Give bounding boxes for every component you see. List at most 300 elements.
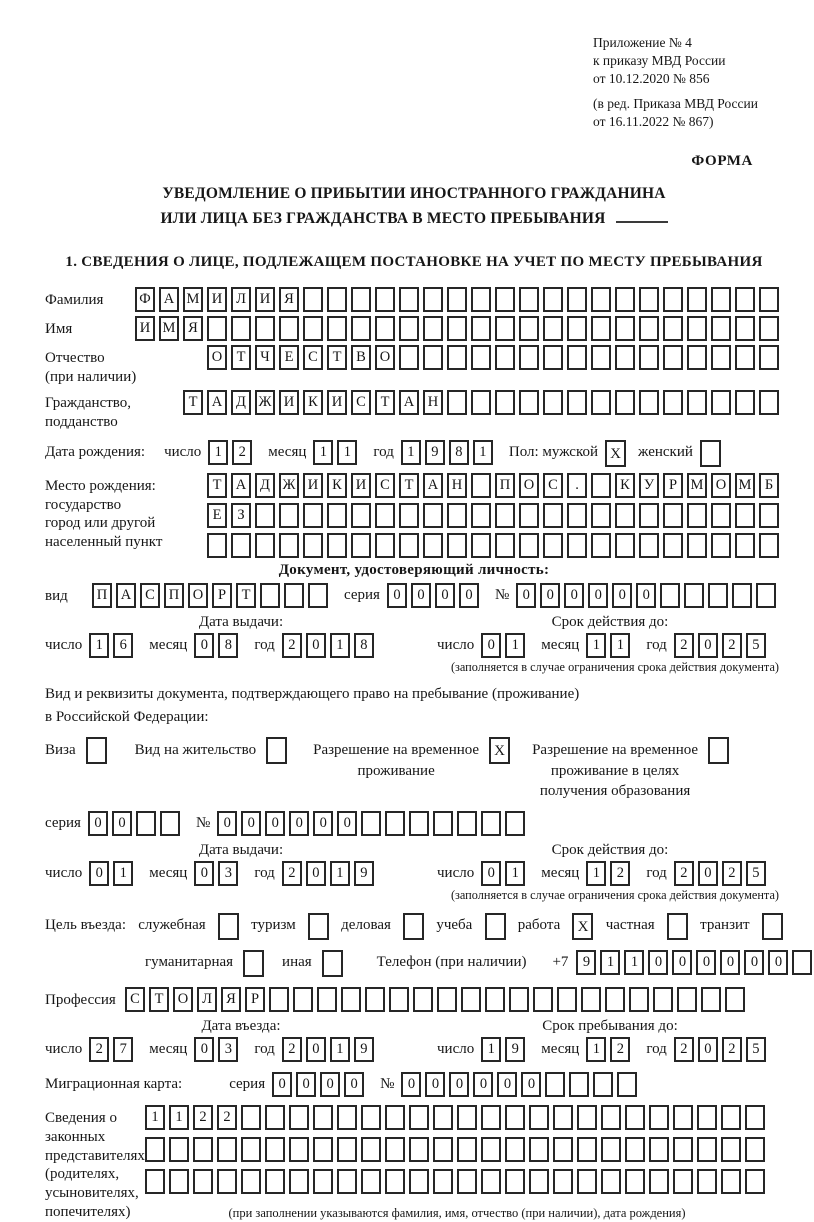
form-cell[interactable] <box>351 316 371 341</box>
form-cell[interactable] <box>433 1137 453 1162</box>
form-cell[interactable] <box>457 811 477 836</box>
form-cell[interactable]: О <box>188 583 208 608</box>
form-cell[interactable] <box>543 345 563 370</box>
form-cell[interactable] <box>231 533 251 558</box>
form-cell[interactable] <box>265 1169 285 1194</box>
purpose-private-checkbox[interactable] <box>667 913 688 940</box>
sex-male-checkbox[interactable]: X <box>605 440 626 467</box>
form-cell[interactable]: 8 <box>449 440 469 465</box>
form-cell[interactable]: 0 <box>241 811 261 836</box>
form-cell[interactable] <box>663 390 683 415</box>
form-cell[interactable] <box>577 1137 597 1162</box>
form-cell[interactable]: 1 <box>481 1037 501 1062</box>
form-cell[interactable]: 0 <box>481 633 501 658</box>
form-cell[interactable] <box>495 345 515 370</box>
form-cell[interactable] <box>567 390 587 415</box>
form-cell[interactable] <box>207 533 227 558</box>
form-cell[interactable] <box>457 1169 477 1194</box>
form-cell[interactable] <box>663 533 683 558</box>
form-cell[interactable]: 0 <box>425 1072 445 1097</box>
form-cell[interactable] <box>289 1105 309 1130</box>
form-cell[interactable] <box>543 503 563 528</box>
form-cell[interactable]: Я <box>221 987 241 1012</box>
form-cell[interactable]: 1 <box>330 1037 350 1062</box>
form-cell[interactable] <box>241 1105 261 1130</box>
form-cell[interactable] <box>756 583 776 608</box>
form-cell[interactable]: Л <box>231 287 251 312</box>
form-cell[interactable] <box>385 1169 405 1194</box>
form-cell[interactable] <box>687 390 707 415</box>
form-cell[interactable] <box>591 473 611 498</box>
form-cell[interactable]: С <box>351 390 371 415</box>
form-cell[interactable]: К <box>615 473 635 498</box>
form-cell[interactable] <box>711 287 731 312</box>
form-cell[interactable]: С <box>125 987 145 1012</box>
form-cell[interactable]: 2 <box>722 633 742 658</box>
form-cell[interactable] <box>553 1105 573 1130</box>
form-cell[interactable]: 0 <box>194 633 214 658</box>
form-cell[interactable] <box>241 1137 261 1162</box>
form-cell[interactable] <box>385 1105 405 1130</box>
form-cell[interactable]: М <box>687 473 707 498</box>
form-cell[interactable] <box>615 390 635 415</box>
form-cell[interactable] <box>399 287 419 312</box>
form-cell[interactable]: А <box>399 390 419 415</box>
form-cell[interactable]: Н <box>447 473 467 498</box>
form-cell[interactable]: 0 <box>564 583 584 608</box>
form-cell[interactable] <box>269 987 289 1012</box>
form-cell[interactable] <box>735 390 755 415</box>
form-cell[interactable] <box>303 287 323 312</box>
form-cell[interactable] <box>687 316 707 341</box>
form-cell[interactable] <box>625 1137 645 1162</box>
form-cell[interactable]: 2 <box>89 1037 109 1062</box>
form-cell[interactable] <box>615 533 635 558</box>
form-cell[interactable] <box>735 533 755 558</box>
form-cell[interactable]: Я <box>279 287 299 312</box>
form-cell[interactable] <box>519 503 539 528</box>
form-cell[interactable]: 2 <box>722 861 742 886</box>
form-cell[interactable]: 0 <box>612 583 632 608</box>
temporary-residence-checkbox[interactable]: X <box>489 737 510 764</box>
form-cell[interactable] <box>593 1072 613 1097</box>
form-cell[interactable]: 9 <box>354 1037 374 1062</box>
form-cell[interactable] <box>485 987 505 1012</box>
purpose-work-checkbox[interactable]: X <box>572 913 593 940</box>
form-cell[interactable] <box>711 533 731 558</box>
form-cell[interactable] <box>471 345 491 370</box>
form-cell[interactable] <box>255 503 275 528</box>
form-cell[interactable] <box>217 1169 237 1194</box>
form-cell[interactable]: 9 <box>505 1037 525 1062</box>
form-cell[interactable]: 1 <box>473 440 493 465</box>
form-cell[interactable]: 7 <box>113 1037 133 1062</box>
form-cell[interactable]: С <box>140 583 160 608</box>
form-cell[interactable] <box>615 316 635 341</box>
form-cell[interactable] <box>649 1169 669 1194</box>
form-cell[interactable] <box>745 1169 765 1194</box>
form-cell[interactable] <box>567 533 587 558</box>
form-cell[interactable] <box>519 533 539 558</box>
form-cell[interactable] <box>365 987 385 1012</box>
form-cell[interactable]: 1 <box>600 950 620 975</box>
form-cell[interactable] <box>529 1169 549 1194</box>
temporary-residence-education-checkbox[interactable] <box>708 737 729 764</box>
form-cell[interactable]: 0 <box>306 1037 326 1062</box>
form-cell[interactable] <box>385 1137 405 1162</box>
form-cell[interactable] <box>341 987 361 1012</box>
form-cell[interactable] <box>677 987 697 1012</box>
form-cell[interactable] <box>471 287 491 312</box>
form-cell[interactable]: 1 <box>401 440 421 465</box>
form-cell[interactable] <box>433 1105 453 1130</box>
form-cell[interactable] <box>721 1105 741 1130</box>
form-cell[interactable] <box>351 503 371 528</box>
form-cell[interactable] <box>457 1137 477 1162</box>
form-cell[interactable]: О <box>711 473 731 498</box>
form-cell[interactable] <box>399 533 419 558</box>
form-cell[interactable]: 0 <box>516 583 536 608</box>
form-cell[interactable] <box>375 533 395 558</box>
form-cell[interactable] <box>471 473 491 498</box>
form-cell[interactable] <box>629 987 649 1012</box>
form-cell[interactable]: О <box>173 987 193 1012</box>
form-cell[interactable]: 2 <box>282 861 302 886</box>
form-cell[interactable] <box>361 811 381 836</box>
form-cell[interactable]: 0 <box>306 861 326 886</box>
form-cell[interactable] <box>145 1169 165 1194</box>
form-cell[interactable] <box>145 1137 165 1162</box>
form-cell[interactable] <box>136 811 156 836</box>
form-cell[interactable]: Е <box>279 345 299 370</box>
form-cell[interactable]: А <box>423 473 443 498</box>
form-cell[interactable]: 1 <box>145 1105 165 1130</box>
form-cell[interactable] <box>327 316 347 341</box>
form-cell[interactable] <box>447 287 467 312</box>
form-cell[interactable] <box>569 1072 589 1097</box>
form-cell[interactable] <box>519 287 539 312</box>
form-cell[interactable] <box>505 1105 525 1130</box>
form-cell[interactable]: С <box>303 345 323 370</box>
form-cell[interactable]: 2 <box>722 1037 742 1062</box>
form-cell[interactable] <box>447 316 467 341</box>
form-cell[interactable]: Н <box>423 390 443 415</box>
form-cell[interactable] <box>711 390 731 415</box>
form-cell[interactable]: 0 <box>720 950 740 975</box>
form-cell[interactable]: А <box>207 390 227 415</box>
form-cell[interactable] <box>697 1105 717 1130</box>
form-cell[interactable]: 2 <box>232 440 252 465</box>
form-cell[interactable]: М <box>183 287 203 312</box>
form-cell[interactable] <box>375 287 395 312</box>
form-cell[interactable] <box>289 1169 309 1194</box>
form-cell[interactable] <box>601 1137 621 1162</box>
form-cell[interactable]: 0 <box>481 861 501 886</box>
form-cell[interactable] <box>231 316 251 341</box>
form-cell[interactable]: 5 <box>746 1037 766 1062</box>
form-cell[interactable] <box>471 533 491 558</box>
form-cell[interactable] <box>481 1169 501 1194</box>
form-cell[interactable] <box>207 316 227 341</box>
form-cell[interactable] <box>293 987 313 1012</box>
form-cell[interactable]: 0 <box>88 811 108 836</box>
form-cell[interactable] <box>505 1169 525 1194</box>
form-cell[interactable]: 0 <box>320 1072 340 1097</box>
form-cell[interactable]: Т <box>375 390 395 415</box>
form-cell[interactable]: 6 <box>113 633 133 658</box>
form-cell[interactable] <box>639 503 659 528</box>
form-cell[interactable]: М <box>159 316 179 341</box>
form-cell[interactable] <box>581 987 601 1012</box>
form-cell[interactable] <box>495 533 515 558</box>
form-cell[interactable] <box>279 533 299 558</box>
form-cell[interactable]: 2 <box>610 1037 630 1062</box>
form-cell[interactable]: Ж <box>279 473 299 498</box>
purpose-other-checkbox[interactable] <box>322 950 343 977</box>
form-cell[interactable] <box>660 583 680 608</box>
form-cell[interactable] <box>409 1105 429 1130</box>
form-cell[interactable] <box>591 533 611 558</box>
form-cell[interactable]: 5 <box>746 861 766 886</box>
form-cell[interactable] <box>721 1137 741 1162</box>
form-cell[interactable] <box>409 811 429 836</box>
form-cell[interactable] <box>495 390 515 415</box>
form-cell[interactable] <box>160 811 180 836</box>
sex-female-checkbox[interactable] <box>700 440 721 467</box>
form-cell[interactable] <box>759 287 779 312</box>
form-cell[interactable] <box>351 287 371 312</box>
form-cell[interactable]: Я <box>183 316 203 341</box>
form-cell[interactable]: Л <box>197 987 217 1012</box>
purpose-business-checkbox[interactable] <box>403 913 424 940</box>
form-cell[interactable]: 0 <box>497 1072 517 1097</box>
form-cell[interactable] <box>279 316 299 341</box>
form-cell[interactable]: 1 <box>586 1037 606 1062</box>
form-cell[interactable] <box>447 390 467 415</box>
form-cell[interactable] <box>567 287 587 312</box>
residence-permit-checkbox[interactable] <box>266 737 287 764</box>
form-cell[interactable]: 1 <box>586 861 606 886</box>
form-cell[interactable]: 1 <box>505 633 525 658</box>
form-cell[interactable]: 1 <box>505 861 525 886</box>
form-cell[interactable] <box>639 287 659 312</box>
form-cell[interactable]: И <box>351 473 371 498</box>
form-cell[interactable] <box>543 316 563 341</box>
form-cell[interactable] <box>327 533 347 558</box>
form-cell[interactable]: П <box>495 473 515 498</box>
form-cell[interactable] <box>735 287 755 312</box>
form-cell[interactable] <box>519 345 539 370</box>
form-cell[interactable]: 1 <box>610 633 630 658</box>
form-cell[interactable] <box>505 811 525 836</box>
form-cell[interactable] <box>495 287 515 312</box>
form-cell[interactable] <box>543 390 563 415</box>
form-cell[interactable]: 9 <box>576 950 596 975</box>
form-cell[interactable]: 8 <box>218 633 238 658</box>
form-cell[interactable] <box>639 345 659 370</box>
form-cell[interactable] <box>649 1137 669 1162</box>
form-cell[interactable]: 3 <box>218 1037 238 1062</box>
form-cell[interactable]: П <box>92 583 112 608</box>
form-cell[interactable] <box>732 583 752 608</box>
form-cell[interactable]: 0 <box>401 1072 421 1097</box>
form-cell[interactable]: 1 <box>113 861 133 886</box>
form-cell[interactable] <box>663 316 683 341</box>
form-cell[interactable] <box>615 345 635 370</box>
form-cell[interactable]: 2 <box>217 1105 237 1130</box>
form-cell[interactable] <box>361 1169 381 1194</box>
form-cell[interactable] <box>591 287 611 312</box>
form-cell[interactable]: 8 <box>354 633 374 658</box>
form-cell[interactable]: И <box>135 316 155 341</box>
form-cell[interactable]: 2 <box>674 1037 694 1062</box>
form-cell[interactable] <box>745 1105 765 1130</box>
form-cell[interactable]: Е <box>207 503 227 528</box>
form-cell[interactable]: 0 <box>449 1072 469 1097</box>
form-cell[interactable]: И <box>327 390 347 415</box>
form-cell[interactable] <box>519 390 539 415</box>
form-cell[interactable] <box>545 1072 565 1097</box>
form-cell[interactable] <box>241 1169 261 1194</box>
form-cell[interactable]: 0 <box>112 811 132 836</box>
form-cell[interactable]: 0 <box>459 583 479 608</box>
form-cell[interactable] <box>193 1137 213 1162</box>
form-cell[interactable] <box>663 345 683 370</box>
form-cell[interactable] <box>327 503 347 528</box>
form-cell[interactable] <box>543 533 563 558</box>
form-cell[interactable]: О <box>375 345 395 370</box>
form-cell[interactable]: Д <box>231 390 251 415</box>
form-cell[interactable] <box>313 1105 333 1130</box>
form-cell[interactable]: 0 <box>344 1072 364 1097</box>
form-cell[interactable] <box>673 1169 693 1194</box>
form-cell[interactable]: 0 <box>648 950 668 975</box>
form-cell[interactable]: Р <box>245 987 265 1012</box>
form-cell[interactable] <box>495 503 515 528</box>
form-cell[interactable] <box>169 1137 189 1162</box>
form-cell[interactable]: 1 <box>89 633 109 658</box>
form-cell[interactable] <box>284 583 304 608</box>
form-cell[interactable] <box>577 1169 597 1194</box>
form-cell[interactable] <box>481 1137 501 1162</box>
form-cell[interactable]: Ч <box>255 345 275 370</box>
form-cell[interactable] <box>399 316 419 341</box>
form-cell[interactable] <box>701 987 721 1012</box>
form-cell[interactable] <box>735 316 755 341</box>
form-cell[interactable] <box>447 533 467 558</box>
form-cell[interactable] <box>265 1137 285 1162</box>
form-cell[interactable] <box>533 987 553 1012</box>
form-cell[interactable] <box>711 503 731 528</box>
form-cell[interactable] <box>745 1137 765 1162</box>
form-cell[interactable]: 0 <box>296 1072 316 1097</box>
form-cell[interactable]: А <box>116 583 136 608</box>
form-cell[interactable] <box>433 1169 453 1194</box>
form-cell[interactable] <box>639 316 659 341</box>
form-cell[interactable] <box>423 345 443 370</box>
form-cell[interactable] <box>471 503 491 528</box>
form-cell[interactable] <box>260 583 280 608</box>
form-cell[interactable] <box>711 345 731 370</box>
form-cell[interactable] <box>255 316 275 341</box>
purpose-study-checkbox[interactable] <box>485 913 506 940</box>
form-cell[interactable] <box>687 287 707 312</box>
form-cell[interactable] <box>673 1137 693 1162</box>
form-cell[interactable] <box>337 1105 357 1130</box>
form-cell[interactable]: 0 <box>217 811 237 836</box>
form-cell[interactable] <box>591 390 611 415</box>
form-cell[interactable] <box>385 811 405 836</box>
form-cell[interactable] <box>697 1137 717 1162</box>
form-cell[interactable] <box>529 1137 549 1162</box>
form-cell[interactable]: Т <box>207 473 227 498</box>
form-cell[interactable]: 0 <box>768 950 788 975</box>
form-cell[interactable] <box>423 287 443 312</box>
form-cell[interactable] <box>361 1137 381 1162</box>
form-cell[interactable]: М <box>735 473 755 498</box>
form-cell[interactable]: 0 <box>194 1037 214 1062</box>
form-cell[interactable]: К <box>303 390 323 415</box>
form-cell[interactable] <box>591 345 611 370</box>
form-cell[interactable] <box>481 811 501 836</box>
form-cell[interactable]: 0 <box>588 583 608 608</box>
form-cell[interactable]: 0 <box>698 861 718 886</box>
form-cell[interactable]: Б <box>759 473 779 498</box>
form-cell[interactable] <box>567 503 587 528</box>
form-cell[interactable] <box>663 503 683 528</box>
form-cell[interactable]: О <box>519 473 539 498</box>
form-cell[interactable]: Т <box>399 473 419 498</box>
form-cell[interactable] <box>673 1105 693 1130</box>
form-cell[interactable] <box>591 503 611 528</box>
form-cell[interactable] <box>217 1137 237 1162</box>
form-cell[interactable] <box>169 1169 189 1194</box>
form-cell[interactable] <box>687 345 707 370</box>
form-cell[interactable]: 0 <box>672 950 692 975</box>
form-cell[interactable] <box>423 533 443 558</box>
form-cell[interactable] <box>313 1137 333 1162</box>
form-cell[interactable]: П <box>164 583 184 608</box>
form-cell[interactable] <box>543 287 563 312</box>
form-cell[interactable] <box>409 1137 429 1162</box>
form-cell[interactable] <box>653 987 673 1012</box>
form-cell[interactable]: 0 <box>698 633 718 658</box>
form-cell[interactable]: З <box>231 503 251 528</box>
form-cell[interactable]: Р <box>212 583 232 608</box>
form-cell[interactable]: 0 <box>411 583 431 608</box>
form-cell[interactable]: 1 <box>586 633 606 658</box>
form-cell[interactable] <box>759 503 779 528</box>
form-cell[interactable]: 5 <box>746 633 766 658</box>
form-cell[interactable]: И <box>207 287 227 312</box>
purpose-official-checkbox[interactable] <box>218 913 239 940</box>
form-cell[interactable]: Т <box>236 583 256 608</box>
form-cell[interactable] <box>577 1105 597 1130</box>
form-cell[interactable]: К <box>327 473 347 498</box>
form-cell[interactable] <box>413 987 433 1012</box>
form-cell[interactable]: 2 <box>193 1105 213 1130</box>
form-cell[interactable] <box>601 1169 621 1194</box>
form-cell[interactable] <box>308 583 328 608</box>
form-cell[interactable]: Р <box>663 473 683 498</box>
form-cell[interactable]: 0 <box>387 583 407 608</box>
form-cell[interactable]: 3 <box>218 861 238 886</box>
form-cell[interactable] <box>759 533 779 558</box>
form-cell[interactable]: 1 <box>337 440 357 465</box>
form-cell[interactable]: 0 <box>473 1072 493 1097</box>
form-cell[interactable] <box>351 533 371 558</box>
form-cell[interactable]: Т <box>149 987 169 1012</box>
